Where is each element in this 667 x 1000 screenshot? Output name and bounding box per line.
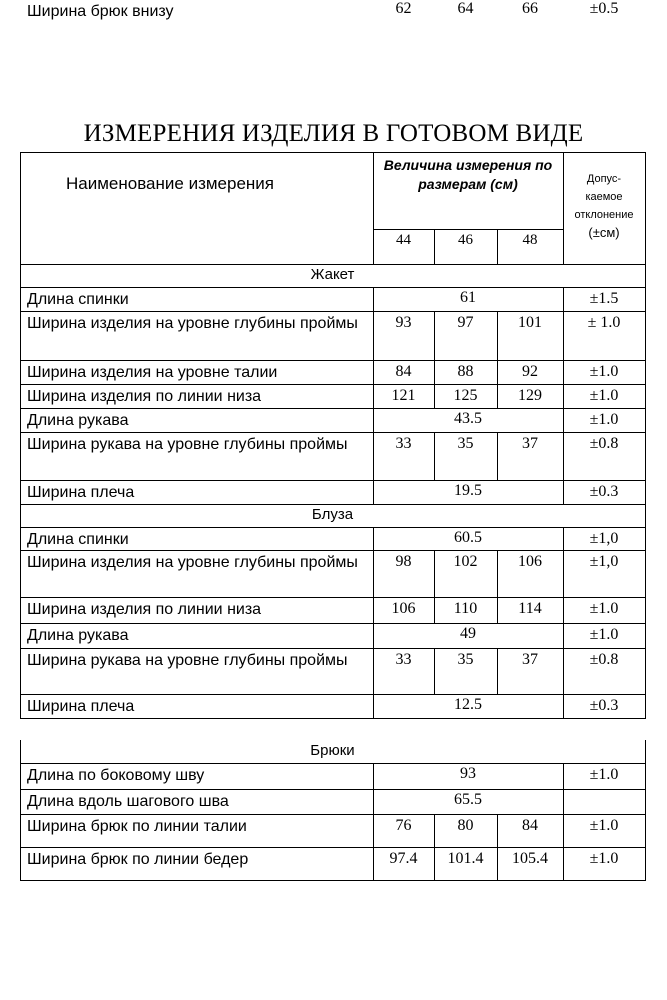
header-tolerance-line: каемое [585, 191, 623, 203]
tolerance-value: ±1.5 [589, 290, 619, 307]
table-rule [645, 597, 646, 624]
header-tolerance-line: Допус- [586, 173, 622, 185]
size-value: 66 [522, 0, 538, 17]
tolerance-value: ±1.0 [589, 850, 619, 867]
size-value: 110 [453, 600, 478, 617]
size-value: 114 [518, 600, 542, 617]
merged-size-value: 49 [460, 625, 476, 642]
size-value: 35 [457, 435, 474, 452]
table-rule [645, 287, 646, 312]
table-rule [20, 152, 21, 265]
size-value: 76 [395, 817, 412, 834]
measurement-name: Длина рукава [27, 627, 129, 644]
tolerance-value: ±1.0 [589, 387, 619, 404]
table-rule [20, 504, 646, 505]
header-tolerance-line: отклонение [574, 209, 634, 221]
measurement-name: Ширина изделия на уровне талии [27, 364, 278, 381]
tolerance-value: ±0.3 [589, 483, 619, 500]
measurement-name: Ширина брюк по линии талии [27, 818, 247, 835]
size-value: 102 [453, 553, 478, 570]
document-title: ИЗМЕРЕНИЯ ИЗДЕЛИЯ В ГОТОВОМ ВИДЕ [83, 120, 584, 147]
measurement-name: Ширина изделия по линии низа [27, 601, 262, 618]
merged-size-value: 12.5 [454, 696, 482, 713]
table-rule [645, 694, 646, 719]
size-value: 129 [518, 387, 542, 404]
size-value: 105.4 [512, 850, 548, 867]
size-value: 106 [391, 600, 416, 617]
measurement-name: Ширина изделия по линии низа [27, 388, 262, 405]
header-value-group: Величина измерения по размерам (см) [383, 157, 553, 192]
merged-size-value: 65.5 [454, 791, 482, 808]
tolerance-value: ±1.0 [589, 411, 619, 428]
table-rule [645, 763, 646, 790]
section-header: Блуза [311, 506, 354, 523]
table-rule [645, 740, 646, 764]
size-value: 33 [395, 435, 412, 452]
tolerance-value: ±1.0 [589, 363, 619, 380]
table-rule [20, 152, 646, 153]
size-value: 98 [395, 553, 412, 570]
table-rule [645, 847, 646, 881]
table-rule [645, 623, 646, 649]
size-value: 80 [457, 817, 474, 834]
measurement-name: Ширина рукава на уровне глубины проймы [27, 436, 348, 453]
measurement-name: Длина вдоль шагового шва [27, 793, 229, 810]
merged-size-value: 19.5 [454, 482, 482, 499]
size-value: 101.4 [447, 850, 484, 867]
section-header: Брюки [310, 742, 355, 759]
measurement-name: Ширина плеча [27, 484, 135, 501]
size-value: 92 [522, 363, 538, 380]
table-rule [373, 229, 564, 230]
header-name-column: Наименование измерения [66, 174, 275, 193]
header-tolerance [563, 170, 645, 250]
tolerance-value: ±1.0 [589, 817, 619, 834]
table-rule [645, 264, 646, 288]
measurement-name: Ширина плеча [27, 698, 135, 715]
tolerance-value: ±0.8 [589, 651, 619, 668]
header-size-46: 46 [458, 232, 473, 248]
table-rule [20, 718, 646, 719]
size-value: 37 [522, 435, 538, 452]
size-value: 64 [457, 0, 474, 17]
tolerance-value: ± 1.0 [587, 314, 621, 331]
size-value: 62 [395, 0, 412, 17]
size-value: 121 [391, 387, 416, 404]
header-size-48: 48 [522, 232, 538, 248]
table-rule [645, 384, 646, 409]
size-value: 93 [395, 314, 412, 331]
header-tolerance-line: (±см) [588, 225, 620, 240]
size-value: 125 [453, 387, 478, 404]
table-rule [645, 480, 646, 505]
merged-size-value: 43.5 [454, 410, 482, 427]
measurement-name: Ширина изделия на уровне глубины проймы [27, 315, 358, 332]
measurement-name: Ширина брюк внизу [27, 3, 174, 20]
size-value: 33 [395, 651, 412, 668]
merged-size-value: 93 [460, 765, 476, 782]
tolerance-value: ±0.3 [589, 697, 619, 714]
tolerance-value: ±1.0 [589, 600, 619, 617]
tolerance-value: ±0.5 [589, 0, 619, 17]
table-rule [20, 264, 646, 265]
size-value: 106 [518, 553, 542, 570]
table-rule [645, 152, 646, 265]
table-rule [645, 527, 646, 551]
tolerance-value: ±1.0 [589, 626, 619, 643]
tolerance-value: ±1,0 [589, 530, 619, 547]
measurement-name: Длина спинки [27, 291, 129, 308]
size-value: 84 [522, 817, 538, 834]
header-size-44: 44 [396, 232, 411, 248]
table-rule [645, 648, 646, 695]
size-value: 97.4 [389, 850, 418, 867]
merged-size-value: 61 [460, 289, 476, 306]
measurement-name: Длина по боковому шву [27, 767, 205, 784]
merged-size-value: 60.5 [454, 529, 482, 546]
table-rule [645, 789, 646, 815]
section-header: Жакет [310, 266, 355, 283]
table-rule [645, 550, 646, 598]
table-rule [20, 880, 646, 881]
table-rule [645, 311, 646, 361]
measurement-name: Длина рукава [27, 412, 129, 429]
size-value: 37 [522, 651, 538, 668]
measurement-name: Ширина брюк по линии бедер [27, 851, 249, 868]
size-value: 101 [518, 314, 542, 331]
size-value: 97 [457, 314, 474, 331]
tolerance-value: ±0.8 [589, 435, 619, 452]
table-rule [645, 432, 646, 481]
measurement-name: Ширина рукава на уровне глубины проймы [27, 652, 348, 669]
table-rule [645, 360, 646, 385]
tolerance-value: ±1.0 [589, 766, 619, 783]
measurement-name: Ширина изделия на уровне глубины проймы [27, 554, 358, 571]
size-value: 84 [395, 363, 412, 380]
measurement-name: Длина спинки [27, 531, 129, 548]
table-rule [645, 814, 646, 848]
size-value: 88 [457, 363, 474, 380]
tolerance-value [563, 792, 645, 814]
size-value: 35 [457, 651, 474, 668]
tolerance-value: ±1,0 [589, 553, 619, 570]
table-rule [645, 408, 646, 433]
table-rule [645, 504, 646, 528]
